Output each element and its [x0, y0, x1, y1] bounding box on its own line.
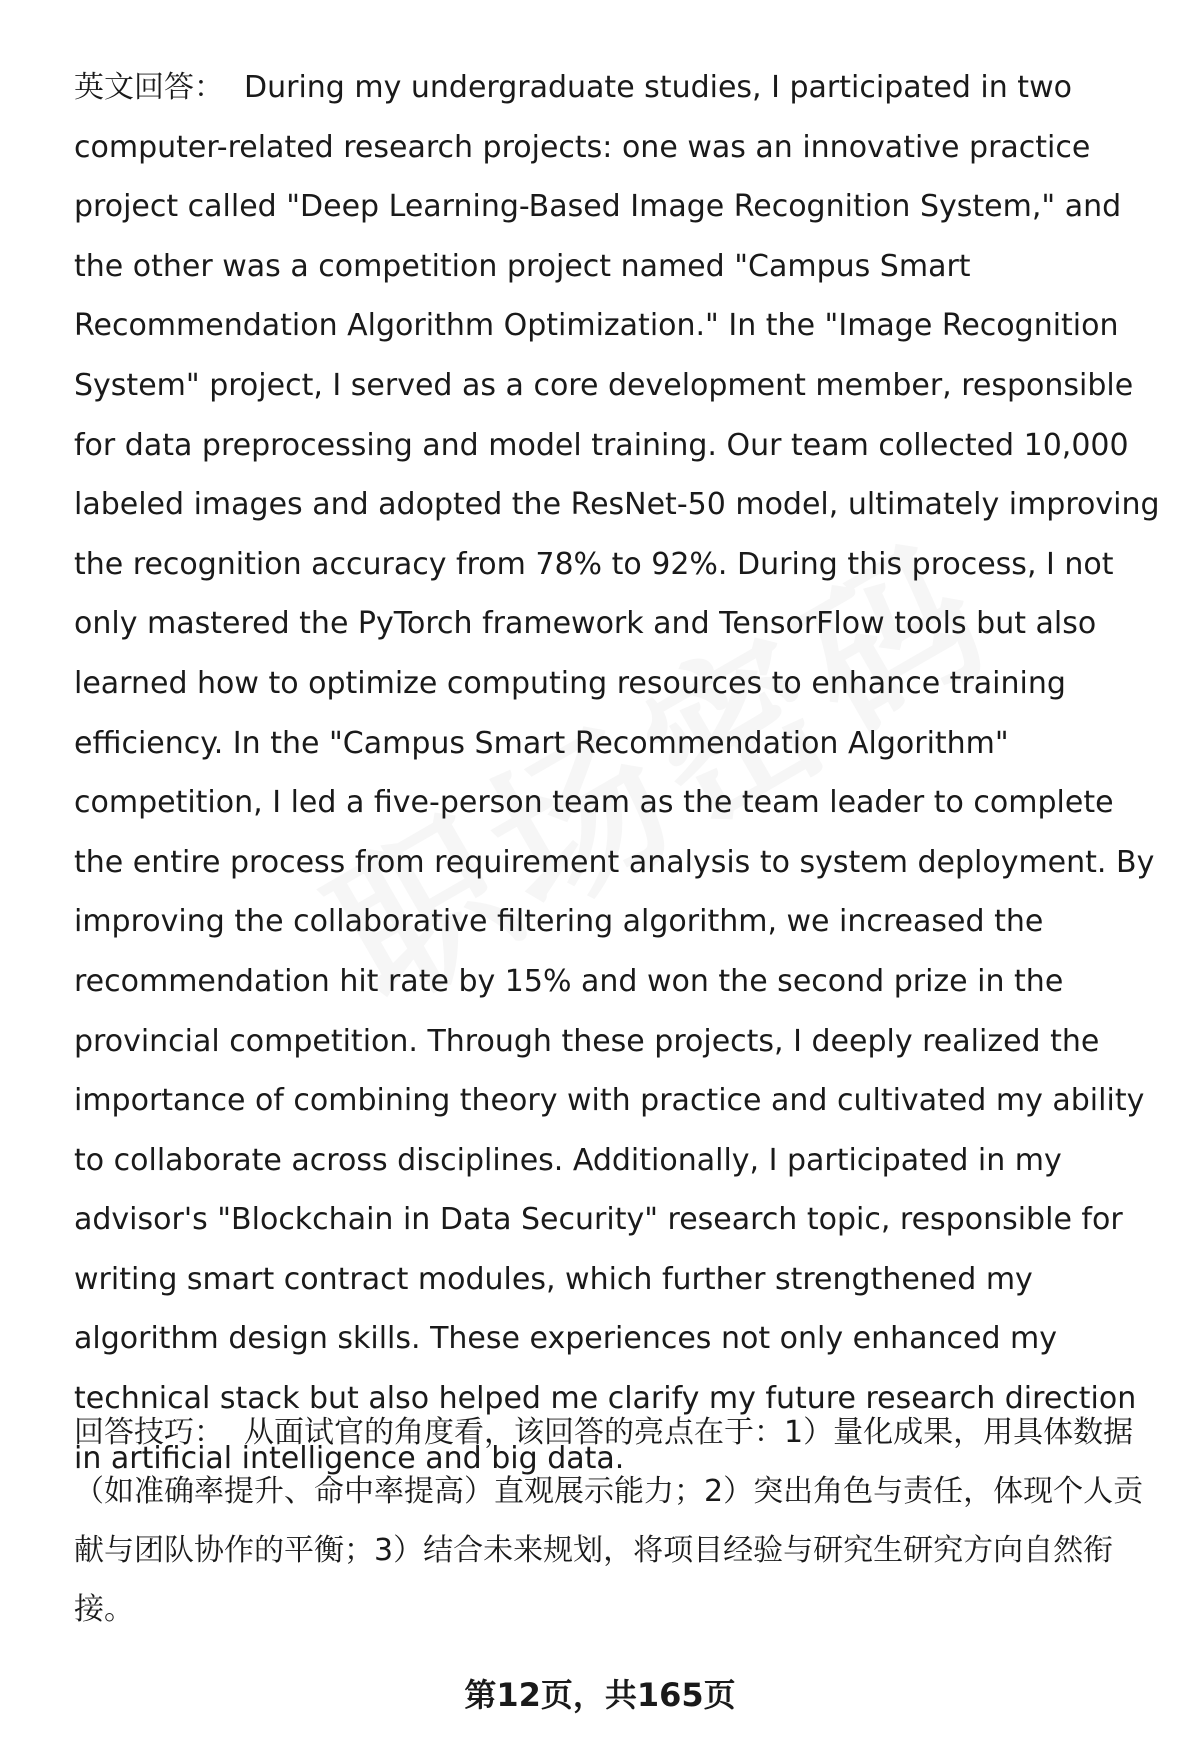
english-answer-text: During my undergraduate studies, I participated in two computer-related research projects: one was an innovative practice project called "Deep Learning-Based Image Recognition System," and the other was a competition project named "Campus Smart Recommendation Algorithm Optimization." In the "Image Recognition System" project, I served as a core development member, responsible for data preprocessing and model training. Our team collected 10,000 labeled images and adopted the ResNet-50 model, ultimately improving the recognition accuracy from 78% to 92%. During this process, I not only mastered the PyTorch framework and TensorFlow tools but also learned how to optimize computing resources to enhance training efficiency. In the "Campus Smart Recommendation Algorithm" competition, I led a five-person team as the team leader to complete the entire process from requirement analysis to system deployment. By improving the collaborative filtering algorithm, we increased the recommendation hit rate by 15% and won the second prize in the provincial competition. Through these projects, I deeply realized the importance of combining theory with practice and cultivated my ability to collaborate across disciplines. Additionally, I participated in my advisor's "Blockchain in Data Security" research topic, responsible for writing smart contract modules, which further strengthened my algorithm design skills. These experiences not only enhanced my technical stack but also helped me clarify my future research direction in artificial intelligence and big data. — [74, 70, 1160, 1476]
english-answer-label: 英文回答： — [74, 70, 224, 105]
page-number-footer: 第12页，共165页 — [464, 1676, 736, 1714]
answer-tips-paragraph — [74, 1403, 1149, 1639]
answer-tips-text: 从面试官的角度看，该回答的亮点在于：1）量化成果，用具体数据（如准确率提升、命中率提高）直观展示能力；2）突出角色与责任，体现个人贡献与团队协作的平衡；3）结合未来规划，将项目经验与研究生研究方向自然衔接。 — [74, 1415, 1144, 1627]
answer-tips-label: 回答技巧： — [74, 1415, 224, 1450]
english-answer-paragraph — [74, 58, 1169, 1488]
